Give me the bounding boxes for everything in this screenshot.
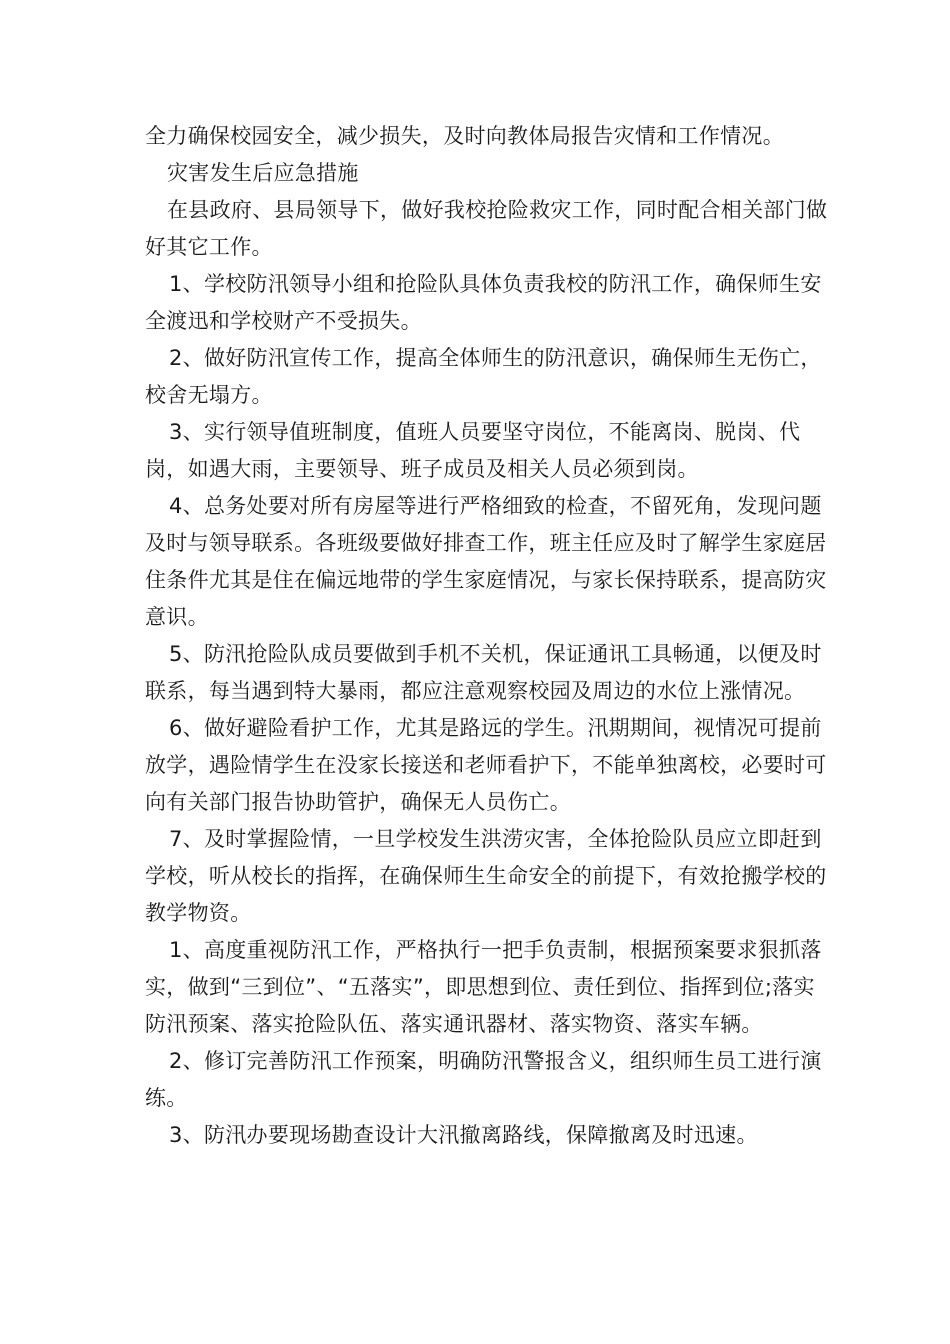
list-item-6: 6、做好避险看护工作，尤其是路远的学生。汛期期间，视情况可提前放学，遇险情学生在没家长接送和老师看护下，不能单独离校，必要时可向有关部门报告协助管护，确保无人员伤亡。	[145, 716, 827, 814]
list-item-4: 4、总务处要对所有房屋等进行严格细致的检查，不留死角，发现问题及时与领导联系。各班级要做好排查工作，班主任应及时了解学生家庭居住条件尤其是住在偏远地带的学生家庭情况，与家长保持联系，提高防灾意识。	[145, 494, 827, 629]
list-item-2: 2、做好防汛宣传工作，提高全体师生的防汛意识，确保师生无伤亡，校舍无塌方。	[145, 346, 822, 407]
list-item-1: 1、学校防汛领导小组和抢险队具体负责我校的防汛工作，确保师生安全渡迅和学校财产不受损失。	[145, 272, 822, 333]
list-item-b1: 1、高度重视防汛工作，严格执行一把手负责制，根据预案要求狠抓落实，做到“三到位”、“五落实”，即思想到位、责任到位、指挥到位;落实防汛预案、落实抢险队伍、落实通讯器材、落实物资、落实车辆。	[145, 938, 822, 1036]
list-item-b3: 3、防汛办要现场勘查设计大汛撤离路线，保障撤离及时迅速。	[169, 1123, 758, 1147]
document-body	[145, 118, 835, 1154]
list-item-7: 7、及时掌握险情，一旦学校发生洪涝灾害，全体抢险队员应立即赶到学校，听从校长的指挥，在确保师生生命安全的前提下，有效抢搬学校的教学物资。	[145, 827, 827, 925]
list-item-b2: 2、修订完善防汛工作预案，明确防汛警报含义，组织师生员工进行演练。	[145, 1049, 822, 1110]
paragraph-intro-continued: 全力确保校园安全，减少损失，及时向教体局报告灾情和工作情况。	[145, 124, 784, 148]
list-item-3: 3、实行领导值班制度，值班人员要坚守岗位，不能离岗、脱岗、代岗，如遇大雨，主要领导、班子成员及相关人员必须到岗。	[145, 420, 801, 481]
section-heading: 灾害发生后应急措施	[167, 161, 359, 185]
list-item-5: 5、防汛抢险队成员要做到手机不关机，保证通讯工具畅通，以便及时联系，每当遇到特大暴雨，都应注意观察校园及周边的水位上涨情况。	[145, 642, 822, 703]
paragraph-overview: 在县政府、县局领导下，做好我校抢险救灾工作，同时配合相关部门做好其它工作。	[145, 198, 828, 259]
